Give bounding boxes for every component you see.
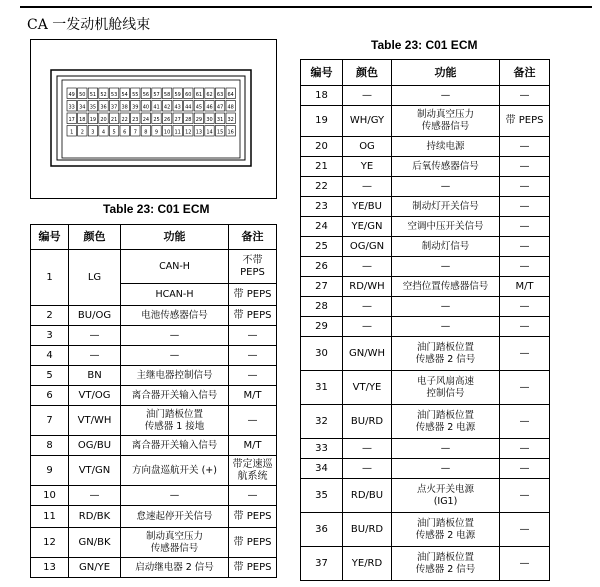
cell-no: 29 xyxy=(301,317,343,337)
pin-number: 42 xyxy=(163,104,171,111)
pin-number: 30 xyxy=(206,117,213,123)
cell-function: 空挡位置传感器信号 xyxy=(392,277,500,297)
cell-color: VT/YE xyxy=(343,371,392,405)
pin-number: 63 xyxy=(216,92,224,98)
cell-note: — xyxy=(500,405,550,439)
pin-number: 19 xyxy=(89,117,97,123)
cell-note: — xyxy=(500,547,550,581)
table-row xyxy=(301,277,550,297)
pin-number: 17 xyxy=(68,117,75,123)
pin-number: 23 xyxy=(132,117,139,123)
cell-color: RD/BK xyxy=(69,506,121,528)
cell-note: 带 PEPS xyxy=(229,528,277,558)
cell-no: 3 xyxy=(31,326,69,346)
cell-function: 油门踏板位置 传感器 2 信号 xyxy=(392,337,500,371)
cell-function: — xyxy=(392,297,500,317)
cell-note: — xyxy=(500,237,550,257)
cell-no: 5 xyxy=(31,366,69,386)
cell-note: — xyxy=(500,317,550,337)
pin-number: 15 xyxy=(216,129,224,136)
pin-number: 38 xyxy=(121,104,128,111)
header-color: 颜色 xyxy=(69,225,121,250)
cell-function: 制动灯开关信号 xyxy=(392,197,500,217)
cell-function: — xyxy=(392,177,500,197)
cell-no: 35 xyxy=(301,479,343,513)
cell-no: 9 xyxy=(31,456,69,486)
pin-number: 29 xyxy=(195,117,203,123)
cell-function: 空调中压开关信号 xyxy=(392,217,500,237)
cell-no: 12 xyxy=(31,528,69,558)
cell-no: 10 xyxy=(31,486,69,506)
cell-note: — xyxy=(500,459,550,479)
table-row xyxy=(301,337,550,371)
pin-number: 53 xyxy=(110,92,118,98)
cell-note: M/T xyxy=(500,277,550,297)
pin-number: 37 xyxy=(110,104,118,111)
table-row xyxy=(301,257,550,277)
cell-note: — xyxy=(500,439,550,459)
pin-number: 47 xyxy=(216,104,224,111)
pin-number: 55 xyxy=(132,92,139,98)
pin-number: 14 xyxy=(206,129,213,136)
cell-function: 油门踏板位置 传感器 2 电源 xyxy=(392,513,500,547)
cell-color: BN xyxy=(69,366,121,386)
cell-color: RD/BU xyxy=(343,479,392,513)
cell-note: — xyxy=(229,366,277,386)
table-row xyxy=(301,297,550,317)
cell-note: — xyxy=(500,337,550,371)
cell-no: 36 xyxy=(301,513,343,547)
cell-function: 制动真空压力 传感器信号 xyxy=(392,106,500,137)
table-row xyxy=(301,217,550,237)
cell-note: — xyxy=(500,479,550,513)
cell-function: — xyxy=(392,439,500,459)
table-row xyxy=(301,86,550,106)
cell-function: 油门踏板位置 传感器 2 信号 xyxy=(392,547,500,581)
pin-number: 5 xyxy=(112,129,116,136)
cell-note: — xyxy=(500,197,550,217)
header-function: 功能 xyxy=(392,60,500,86)
connector-diagram xyxy=(30,39,277,199)
table-row xyxy=(31,406,277,436)
pin-number: 44 xyxy=(185,104,192,111)
table-row xyxy=(31,528,277,558)
cell-no: 24 xyxy=(301,217,343,237)
pin-number: 10 xyxy=(163,129,171,136)
pin-number: 56 xyxy=(142,92,150,98)
cell-color: — xyxy=(343,257,392,277)
cell-color: GN/YE xyxy=(69,558,121,578)
cell-note: — xyxy=(500,137,550,157)
pin-number: 51 xyxy=(89,92,97,98)
cell-color: GN/WH xyxy=(343,337,392,371)
cell-no: 8 xyxy=(31,436,69,456)
table-row xyxy=(301,513,550,547)
cell-note: — xyxy=(500,371,550,405)
cell-no: 25 xyxy=(301,237,343,257)
header-no: 编号 xyxy=(301,60,343,86)
left-table-caption: Table 23: C01 ECM xyxy=(103,202,210,216)
pin-number: 26 xyxy=(163,117,171,123)
pin-number: 22 xyxy=(121,117,128,123)
cell-color: — xyxy=(343,459,392,479)
header-no: 编号 xyxy=(31,225,69,250)
cell-color: YE/BU xyxy=(343,197,392,217)
cell-note: — xyxy=(500,177,550,197)
table-row xyxy=(301,371,550,405)
pin-number: 11 xyxy=(174,129,181,136)
cell-note: — xyxy=(229,486,277,506)
table-row xyxy=(301,237,550,257)
cell-function: 方向盘巡航开关 (+) xyxy=(121,456,229,486)
cell-color: GN/BK xyxy=(69,528,121,558)
pin-number: 9 xyxy=(154,129,159,136)
pin-number: 18 xyxy=(79,117,86,123)
cell-color: — xyxy=(343,317,392,337)
pin-number: 21 xyxy=(110,117,118,123)
cell-function: — xyxy=(121,326,229,346)
cell-color: — xyxy=(69,486,121,506)
cell-function: 启动继电器 2 信号 xyxy=(121,558,229,578)
cell-color: OG/GN xyxy=(343,237,392,257)
cell-note: — xyxy=(500,257,550,277)
cell-function: — xyxy=(121,486,229,506)
cell-color: BU/RD xyxy=(343,405,392,439)
cell-note: 带定速巡 航系统 xyxy=(229,456,277,486)
table-row xyxy=(31,326,277,346)
header-rule xyxy=(20,6,592,8)
table-row xyxy=(31,456,277,486)
left-pin-table xyxy=(30,224,277,578)
cell-function: — xyxy=(121,346,229,366)
cell-function: — xyxy=(392,459,500,479)
cell-color: — xyxy=(343,297,392,317)
pin-number: 25 xyxy=(153,117,160,123)
cell-color: OG/BU xyxy=(69,436,121,456)
cell-function: 电池传感器信号 xyxy=(121,306,229,326)
cell-no: 11 xyxy=(31,506,69,528)
pin-number: 7 xyxy=(133,129,137,136)
cell-note: 带 PEPS xyxy=(229,506,277,528)
cell-no: 13 xyxy=(31,558,69,578)
cell-color: VT/WH xyxy=(69,406,121,436)
cell-function: 制动真空压力 传感器信号 xyxy=(121,528,229,558)
table-row xyxy=(31,346,277,366)
cell-no: 34 xyxy=(301,459,343,479)
cell-color: LG xyxy=(69,250,121,306)
pin-number: 27 xyxy=(174,117,181,123)
cell-no: 4 xyxy=(31,346,69,366)
cell-function: 主继电器控制信号 xyxy=(121,366,229,386)
cell-color: YE/RD xyxy=(343,547,392,581)
cell-color: — xyxy=(343,177,392,197)
pin-number: 16 xyxy=(227,129,234,136)
cell-color: BU/OG xyxy=(69,306,121,326)
cell-no: 21 xyxy=(301,157,343,177)
pin-number: 57 xyxy=(153,92,160,98)
cell-function: 离合器开关输入信号 xyxy=(121,436,229,456)
table-header-row xyxy=(31,225,277,250)
pin-number: 41 xyxy=(153,104,160,111)
pin-number: 20 xyxy=(100,117,107,123)
pin-number: 33 xyxy=(68,104,75,111)
cell-function: — xyxy=(392,86,500,106)
cell-function: 持续电源 xyxy=(392,137,500,157)
cell-note: 带 PEPS xyxy=(229,306,277,326)
cell-note: 带 PEPS xyxy=(229,558,277,578)
cell-no: 6 xyxy=(31,386,69,406)
pin-number: 36 xyxy=(100,104,107,111)
pin-number: 40 xyxy=(142,104,150,111)
cell-color: — xyxy=(69,346,121,366)
pin-number: 34 xyxy=(79,104,86,111)
cell-function: 电子风扇高速 控制信号 xyxy=(392,371,500,405)
pin-number: 35 xyxy=(89,104,97,111)
cell-no: 33 xyxy=(301,439,343,459)
cell-note: — xyxy=(500,513,550,547)
pin-number: 52 xyxy=(100,92,107,98)
cell-function: 点火开关电源 (IG1) xyxy=(392,479,500,513)
connector-face-svg xyxy=(31,40,276,198)
cell-no: 23 xyxy=(301,197,343,217)
table-row xyxy=(31,386,277,406)
cell-note: 不带 PEPS xyxy=(229,250,277,284)
pin-number: 50 xyxy=(79,92,86,98)
cell-function: 制动灯信号 xyxy=(392,237,500,257)
cell-function: — xyxy=(392,317,500,337)
pin-number: 2 xyxy=(80,129,84,136)
cell-color: VT/OG xyxy=(69,386,121,406)
pin-number: 64 xyxy=(227,92,234,98)
cell-note: 带 PEPS xyxy=(500,106,550,137)
table-row xyxy=(301,106,550,137)
pin-grid xyxy=(67,88,235,136)
table-row xyxy=(301,177,550,197)
cell-no: 7 xyxy=(31,406,69,436)
cell-note: — xyxy=(500,217,550,237)
table-row xyxy=(31,558,277,578)
cell-function: 离合器开关输入信号 xyxy=(121,386,229,406)
pin-number: 61 xyxy=(195,92,203,98)
cell-note: 带 PEPS xyxy=(229,284,277,306)
pin-number: 32 xyxy=(227,117,234,123)
cell-function: CAN-H xyxy=(121,250,229,284)
cell-no: 32 xyxy=(301,405,343,439)
table-row xyxy=(301,479,550,513)
pin-number: 59 xyxy=(174,92,181,98)
cell-function: 后氧传感器信号 xyxy=(392,157,500,177)
table-row xyxy=(301,157,550,177)
pin-number: 62 xyxy=(206,92,213,98)
cell-color: YE/GN xyxy=(343,217,392,237)
cell-color: — xyxy=(343,439,392,459)
page-title: CA 一发动机舱线束 xyxy=(27,17,151,33)
cell-color: — xyxy=(343,86,392,106)
cell-no: 27 xyxy=(301,277,343,297)
cell-function: 油门踏板位置 传感器 2 电源 xyxy=(392,405,500,439)
cell-no: 20 xyxy=(301,137,343,157)
cell-note: M/T xyxy=(229,386,277,406)
pin-number: 3 xyxy=(91,129,95,136)
pin-number: 1 xyxy=(70,129,74,136)
cell-no: 28 xyxy=(301,297,343,317)
pin-number: 13 xyxy=(195,129,203,136)
table-row xyxy=(31,506,277,528)
table-header-row xyxy=(301,60,550,86)
table-row xyxy=(301,459,550,479)
cell-note: — xyxy=(229,406,277,436)
table-row xyxy=(31,306,277,326)
pin-number: 48 xyxy=(227,104,234,111)
table-row xyxy=(301,317,550,337)
table-row xyxy=(31,486,277,506)
cell-no: 1 xyxy=(31,250,69,306)
cell-note: — xyxy=(500,157,550,177)
right-pin-table xyxy=(300,59,550,581)
cell-no: 26 xyxy=(301,257,343,277)
cell-color: — xyxy=(69,326,121,346)
cell-color: RD/WH xyxy=(343,277,392,297)
cell-note: — xyxy=(229,326,277,346)
cell-color: WH/GY xyxy=(343,106,392,137)
cell-no: 19 xyxy=(301,106,343,137)
pin-number: 28 xyxy=(185,117,192,123)
pin-number: 12 xyxy=(185,129,192,136)
table-row xyxy=(31,250,277,284)
pin-number: 49 xyxy=(68,92,75,98)
header-note: 备注 xyxy=(229,225,277,250)
table-row xyxy=(301,439,550,459)
pin-number: 54 xyxy=(121,92,128,98)
table-row xyxy=(301,547,550,581)
cell-no: 18 xyxy=(301,86,343,106)
connector-pin-frame xyxy=(62,80,240,158)
cell-no: 22 xyxy=(301,177,343,197)
cell-note: — xyxy=(229,346,277,366)
header-function: 功能 xyxy=(121,225,229,250)
cell-note: — xyxy=(500,86,550,106)
pin-number: 45 xyxy=(195,104,203,111)
cell-note: — xyxy=(500,297,550,317)
cell-color: OG xyxy=(343,137,392,157)
cell-function: 怠速起停开关信号 xyxy=(121,506,229,528)
cell-function: HCAN-H xyxy=(121,284,229,306)
table-row xyxy=(31,366,277,386)
table-row xyxy=(301,197,550,217)
pin-number: 31 xyxy=(216,117,224,123)
table-row xyxy=(301,405,550,439)
cell-color: BU/RD xyxy=(343,513,392,547)
right-table-caption: Table 23: C01 ECM xyxy=(371,38,478,52)
cell-function: — xyxy=(392,257,500,277)
pin-number: 46 xyxy=(206,104,213,111)
pin-number: 6 xyxy=(123,129,127,136)
header-note: 备注 xyxy=(500,60,550,86)
cell-note: M/T xyxy=(229,436,277,456)
cell-function: 油门踏板位置 传感器 1 接地 xyxy=(121,406,229,436)
cell-color: YE xyxy=(343,157,392,177)
cell-no: 2 xyxy=(31,306,69,326)
pin-number: 39 xyxy=(132,104,139,111)
pin-number: 43 xyxy=(174,104,181,111)
pin-number: 4 xyxy=(101,129,106,136)
table-row xyxy=(31,436,277,456)
table-row xyxy=(301,137,550,157)
cell-color: VT/GN xyxy=(69,456,121,486)
pin-number: 58 xyxy=(163,92,171,98)
pin-number: 60 xyxy=(185,92,192,98)
cell-no: 30 xyxy=(301,337,343,371)
header-color: 颜色 xyxy=(343,60,392,86)
pin-number: 8 xyxy=(144,129,148,136)
pin-number: 24 xyxy=(142,117,150,123)
cell-no: 31 xyxy=(301,371,343,405)
cell-no: 37 xyxy=(301,547,343,581)
